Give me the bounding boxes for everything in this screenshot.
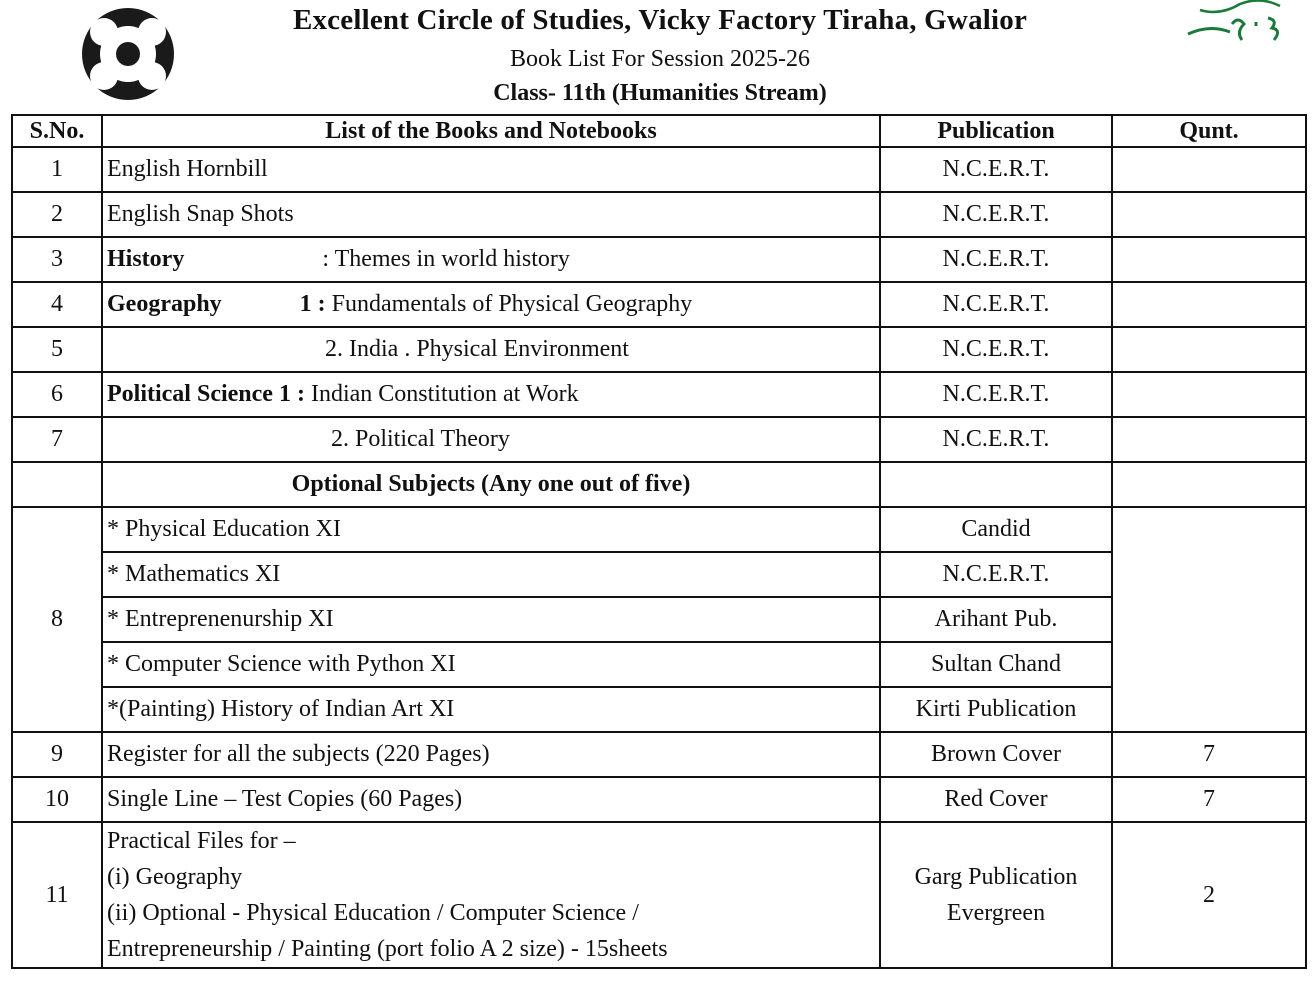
row-book — [102, 237, 880, 282]
row-sno: 5 — [12, 327, 102, 372]
optional-book: * Physical Education XI — [102, 507, 880, 552]
optional-heading: Optional Subjects (Any one out of five) — [102, 462, 880, 507]
row-sno: 8 — [12, 507, 102, 732]
practical-book — [102, 822, 880, 968]
row-book — [102, 417, 880, 462]
publication-line — [885, 823, 1107, 859]
publication-line: Evergreen — [946, 900, 1046, 926]
row-qty — [1112, 462, 1306, 507]
book-list-table — [11, 114, 1307, 969]
table-row — [12, 507, 1306, 552]
row-publication: N.C.E.R.T. — [880, 552, 1112, 597]
row-publication: N.C.E.R.T. — [880, 327, 1112, 372]
header-books: List of the Books and Notebooks — [102, 115, 880, 147]
row-publication: N.C.E.R.T. — [880, 417, 1112, 462]
table-row — [12, 147, 1306, 192]
row-qty: 7 — [1112, 777, 1306, 822]
handwritten-mark — [1180, 0, 1312, 54]
row-qty — [1112, 822, 1306, 968]
subject-name: History — [107, 246, 185, 272]
row-publication: N.C.E.R.T. — [880, 192, 1112, 237]
row-publication: N.C.E.R.T. — [880, 147, 1112, 192]
row-qty — [1112, 147, 1306, 192]
subject-name: Political Science 1 : — [107, 381, 305, 407]
qty-text: 2 — [1203, 882, 1215, 908]
row-publication — [880, 822, 1112, 968]
book-title: Fundamentals of Physical Geography — [331, 291, 693, 317]
practical-line: (i) Geography — [107, 864, 243, 890]
row-publication: N.C.E.R.T. — [880, 372, 1112, 417]
table-row — [12, 732, 1306, 777]
row-publication: Arihant Pub. — [880, 597, 1112, 642]
book-number: 1 : — [299, 291, 326, 317]
table-row — [12, 192, 1306, 237]
optional-book: * Entreprenenurship XI — [102, 597, 880, 642]
row-qty — [1112, 327, 1306, 372]
row-publication: Brown Cover — [880, 732, 1112, 777]
header-sno: S.No. — [12, 115, 102, 147]
row-book: Single Line – Test Copies (60 Pages) — [102, 777, 880, 822]
row-book: Register for all the subjects (220 Pages) — [102, 732, 880, 777]
row-book — [102, 372, 880, 417]
row-publication: Kirti Publication — [880, 687, 1112, 732]
row-publication: N.C.E.R.T. — [880, 282, 1112, 327]
row-sno: 4 — [12, 282, 102, 327]
book-title: 2. Political Theory — [331, 426, 510, 452]
table-row — [12, 327, 1306, 372]
practical-line: Practical Files for – — [107, 828, 296, 854]
row-publication: Sultan Chand — [880, 642, 1112, 687]
row-book — [102, 327, 880, 372]
optional-book: * Mathematics XI — [102, 552, 880, 597]
table-row — [12, 552, 1306, 597]
school-logo — [54, 2, 202, 104]
table-row — [12, 282, 1306, 327]
header-qty: Qunt. — [1112, 115, 1306, 147]
table-header-row — [12, 115, 1306, 147]
table-row — [12, 417, 1306, 462]
table-row — [12, 372, 1306, 417]
class-heading: Class- 11th (Humanities Stream) — [493, 80, 827, 106]
row-publication: N.C.E.R.T. — [880, 237, 1112, 282]
row-publication: Candid — [880, 507, 1112, 552]
row-book: English Snap Shots — [102, 192, 880, 237]
row-sno: 7 — [12, 417, 102, 462]
table-row — [12, 642, 1306, 687]
row-sno — [12, 462, 102, 507]
table-row — [12, 822, 1306, 968]
header-publication: Publication — [880, 115, 1112, 147]
table-row — [12, 237, 1306, 282]
row-publication — [880, 462, 1112, 507]
row-qty — [1112, 372, 1306, 417]
row-qty — [1112, 417, 1306, 462]
table-row — [12, 687, 1306, 732]
table-row — [12, 777, 1306, 822]
row-publication: Red Cover — [880, 777, 1112, 822]
row-sno: 10 — [12, 777, 102, 822]
subject-name: Geography — [107, 291, 222, 317]
optional-heading-row — [12, 462, 1306, 507]
optional-book: *(Painting) History of Indian Art XI — [102, 687, 880, 732]
row-qty — [1112, 237, 1306, 282]
publication-line: Garg Publication — [914, 864, 1078, 890]
sno-text: 11 — [45, 882, 69, 908]
school-title: Excellent Circle of Studies, Vicky Factory Tiraha, Gwalior — [292, 4, 1028, 36]
row-sno: 9 — [12, 732, 102, 777]
row-book — [102, 282, 880, 327]
row-qty — [1112, 192, 1306, 237]
publication-line — [885, 931, 1107, 967]
row-sno: 6 — [12, 372, 102, 417]
row-sno: 2 — [12, 192, 102, 237]
session-subtitle: Book List For Session 2025-26 — [509, 46, 811, 72]
book-title: Indian Constitution at Work — [310, 381, 579, 407]
row-sno — [12, 822, 102, 968]
row-qty: 7 — [1112, 732, 1306, 777]
book-title: : Themes in world history — [322, 246, 570, 272]
row-qty — [1112, 282, 1306, 327]
row-sno: 3 — [12, 237, 102, 282]
optional-book: * Computer Science with Python XI — [102, 642, 880, 687]
practical-line: Entrepreneurship / Painting (port folio A 2 size) - 15sheets — [107, 936, 668, 962]
table-row — [12, 597, 1306, 642]
row-qty — [1112, 507, 1306, 732]
book-title: 2. India . Physical Environment — [325, 336, 629, 362]
practical-line: (ii) Optional - Physical Education / Computer Science / — [107, 900, 639, 926]
row-sno: 1 — [12, 147, 102, 192]
row-book: English Hornbill — [102, 147, 880, 192]
